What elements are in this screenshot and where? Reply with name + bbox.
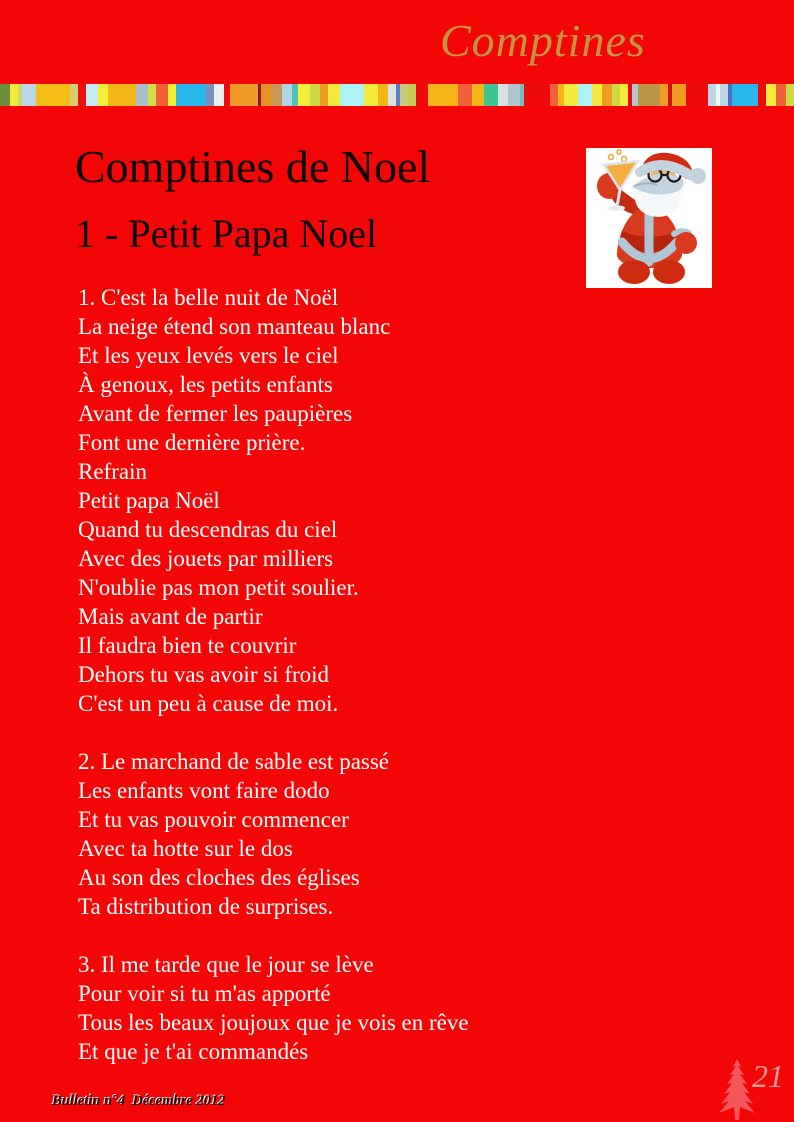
stripe xyxy=(776,84,786,106)
lyric-line: N'oublie pas mon petit soulier. xyxy=(78,575,359,600)
lyric-line: Pour voir si tu m'as apporté xyxy=(78,981,331,1006)
santa-icon xyxy=(586,148,712,288)
lyric-line: Mais avant de partir xyxy=(78,604,263,629)
stripe xyxy=(98,84,108,106)
song-title: 1 - Petit Papa Noel xyxy=(75,211,378,256)
stripe xyxy=(732,84,758,106)
stripe xyxy=(271,84,282,106)
stripe xyxy=(282,84,292,106)
lyric-line: Et que je t'ai commandés xyxy=(78,1039,309,1064)
stripe xyxy=(758,84,766,106)
stripe xyxy=(458,84,472,106)
lyric-line: Les enfants vont faire dodo xyxy=(78,778,330,803)
lyric-line: 2. Le marchand de sable est passé xyxy=(78,749,390,774)
stripe xyxy=(550,84,558,106)
lyric-line: 1. C'est la belle nuit de Noël xyxy=(78,285,339,310)
stripe xyxy=(136,84,148,106)
stripe xyxy=(10,84,18,106)
stripe xyxy=(364,84,378,106)
stripe xyxy=(416,84,428,106)
stripe xyxy=(388,84,396,106)
stripe xyxy=(408,84,416,106)
lyric-line: Dehors tu vas avoir si froid xyxy=(78,662,330,687)
stripe xyxy=(638,84,660,106)
lyric-line: Petit papa Noël xyxy=(78,488,220,513)
stripe xyxy=(320,84,328,106)
lyric-line: Tous les beaux joujoux que je vois en rêve xyxy=(78,1010,469,1035)
stripe xyxy=(660,84,668,106)
stripe xyxy=(340,84,364,106)
footer-bulletin-label: Bulletin n°4 Décembre 2012 xyxy=(52,1093,226,1109)
lyric-line: Il faudra bien te couvrir xyxy=(78,633,297,658)
song-lyrics xyxy=(78,283,469,1095)
stripe xyxy=(36,84,70,106)
stripe xyxy=(620,84,628,106)
lyric-line: C'est un peu à cause de moi. xyxy=(78,691,339,716)
stripe xyxy=(524,84,550,106)
verse xyxy=(78,283,469,718)
page-header-title: Comptines xyxy=(440,15,646,66)
stripe xyxy=(230,84,258,106)
stripe xyxy=(686,84,708,106)
decorative-stripe-band xyxy=(0,84,794,106)
stripe xyxy=(378,84,388,106)
lyric-line: Refrain xyxy=(78,459,147,484)
stripe xyxy=(786,84,794,106)
stripe xyxy=(672,84,686,106)
stripe xyxy=(592,84,602,106)
stripe xyxy=(70,84,78,106)
lyric-line: Ta distribution de surprises. xyxy=(78,894,334,919)
stripe xyxy=(720,84,728,106)
stripe xyxy=(708,84,716,106)
page-number: 21 xyxy=(752,1058,784,1094)
lyric-line: Et tu vas pouvoir commencer xyxy=(78,807,349,832)
lyric-line: Quand tu descendras du ciel xyxy=(78,517,338,542)
lyric-line: La neige étend son manteau blanc xyxy=(78,314,391,339)
stripe xyxy=(766,84,776,106)
lyric-line: Et les yeux levés vers le ciel xyxy=(78,343,339,368)
stripe xyxy=(484,84,498,106)
stripe xyxy=(612,84,620,106)
stripe xyxy=(298,84,310,106)
stripe xyxy=(602,84,612,106)
stripe xyxy=(156,84,168,106)
lyric-line: Avant de fermer les paupières xyxy=(78,401,353,426)
lyric-line: Avec ta hotte sur le dos xyxy=(78,836,293,861)
lyric-line: À genoux, les petits enfants xyxy=(78,372,333,397)
stripe xyxy=(0,84,10,106)
santa-clipart-image xyxy=(586,148,712,288)
stripe xyxy=(22,84,36,106)
lyric-line: 3. Il me tarde que le jour se lève xyxy=(78,952,374,977)
page-title: Comptines de Noel xyxy=(75,141,431,192)
stripe xyxy=(206,84,214,106)
stripe xyxy=(564,84,578,106)
lyric-line: Au son des cloches des églises xyxy=(78,865,360,890)
stripe xyxy=(261,84,271,106)
stripe xyxy=(508,84,520,106)
stripe xyxy=(108,84,136,106)
stripe xyxy=(168,84,176,106)
lyric-line: Avec des jouets par milliers xyxy=(78,546,334,571)
stripe xyxy=(310,84,320,106)
stripe xyxy=(498,84,508,106)
stripe xyxy=(176,84,206,106)
stripe xyxy=(400,84,408,106)
stripe xyxy=(472,84,484,106)
stripe xyxy=(214,84,224,106)
stripe xyxy=(578,84,592,106)
stripe xyxy=(78,84,86,106)
verse xyxy=(78,747,469,921)
lyric-line: Font une dernière prière. xyxy=(78,430,306,455)
verse xyxy=(78,950,469,1066)
stripe xyxy=(86,84,98,106)
stripe xyxy=(328,84,340,106)
stripe xyxy=(428,84,458,106)
stripe xyxy=(148,84,156,106)
